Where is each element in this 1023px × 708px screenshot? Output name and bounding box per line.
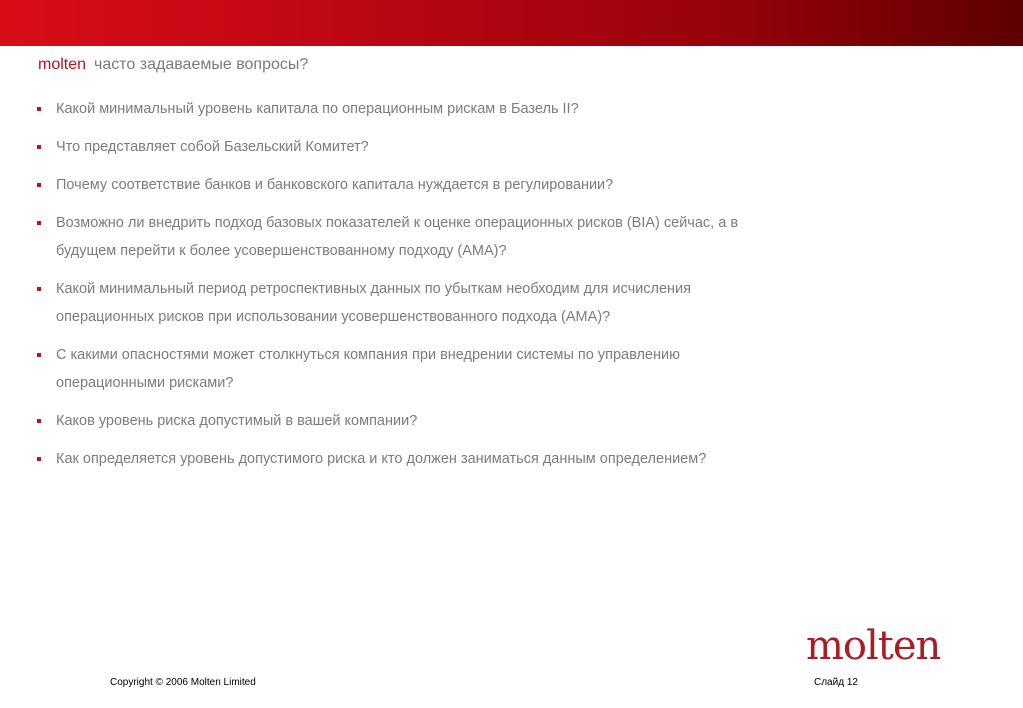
faq-item: [0, 275, 760, 331]
faq-item: [0, 95, 760, 123]
bullet-icon: [37, 107, 41, 111]
faq-item: [0, 407, 760, 435]
faq-question: Что представляет собой Базельский Комитет?: [56, 139, 369, 155]
faq-item: [0, 341, 760, 397]
slide-header: [38, 55, 308, 75]
faq-list: [0, 95, 760, 483]
bullet-icon: [37, 419, 41, 423]
bullet-icon: [37, 183, 41, 187]
slide-title: часто задаваемые вопросы?: [94, 56, 309, 73]
top-banner: [0, 0, 1023, 46]
header-brand: molten: [38, 56, 87, 73]
bullet-icon: [37, 353, 41, 357]
bullet-icon: [37, 221, 41, 225]
bullet-icon: [37, 145, 41, 149]
faq-question: Какой минимальный уровень капитала по операционным рискам в Базель II?: [56, 101, 579, 117]
faq-question: Возможно ли внедрить подход базовых показателей к оценке операционных рисков (BIA) сейчас, а в будущем перейти к более усовершенствованному подходу (AMA)?: [56, 215, 739, 259]
copyright-text: Copyright © 2006 Molten Limited: [110, 677, 256, 688]
faq-question: Какой минимальный период ретроспективных данных по убыткам необходим для исчисления операционных рисков при использовании усовершенствованного подхода (AMA)?: [56, 281, 691, 325]
faq-question: Как определяется уровень допустимого риска и кто должен заниматься данным определением?: [56, 451, 707, 467]
faq-item: [0, 445, 760, 473]
faq-question: Каков уровень риска допустимый в вашей компании?: [56, 413, 418, 429]
slide-number: Слайд 12: [814, 677, 858, 688]
molten-logo: molten: [806, 623, 941, 669]
faq-item: [0, 171, 760, 199]
faq-item: [0, 209, 760, 265]
faq-question: Почему соответствие банков и банковского капитала нуждается в регулировании?: [56, 177, 614, 193]
bullet-icon: [37, 287, 41, 291]
faq-question: С какими опасностями может столкнуться компания при внедрении системы по управлению операционными рисками?: [56, 347, 680, 391]
bullet-icon: [37, 457, 41, 461]
faq-item: [0, 133, 760, 161]
